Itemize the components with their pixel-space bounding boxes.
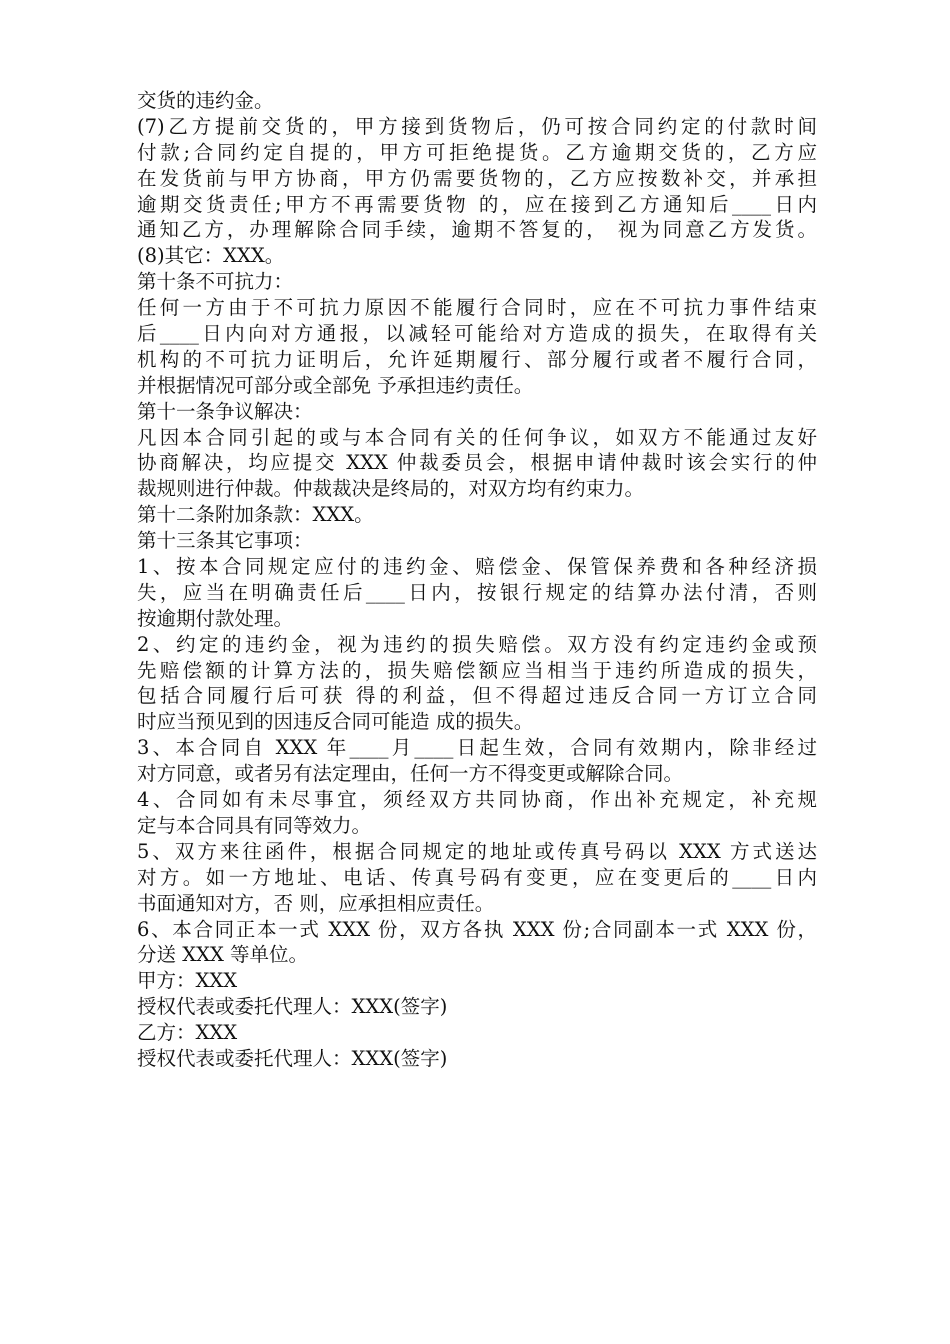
text-line: 定与本合同具有同等效力。	[137, 813, 372, 837]
text-line: 凡因本合同引起的或与本合同有关的任何争议，如双方不能通过友好	[137, 425, 817, 449]
text-line: 第十一条争议解决：	[137, 399, 313, 423]
text-line: 书面通知对方，否 则，应承担相应责任。	[137, 891, 495, 915]
text-line: 任何一方由于不可抗力原因不能履行合同时，应在不可抗力事件结束	[137, 296, 817, 320]
text-line: 第十二条附加条款：XXX。	[137, 503, 374, 527]
text-line: 对方同意，或者另有法定理由，任何一方不得变更或解除合同。	[137, 762, 684, 786]
text-line: 1、按本合同规定应付的违约金、赔偿金、保管保养费和各种经济损	[137, 555, 817, 579]
text-line: 在发货前与甲方协商，甲方仍需要货物的，乙方应按数补交，并承担	[137, 166, 817, 190]
text-line: 后____日内向对方通报，以减轻可能给对方造成的损失，在取得有关	[137, 322, 817, 346]
text-line: 并根据情况可部分或全部免 予承担违约责任。	[137, 373, 534, 397]
text-line: (7)乙方提前交货的，甲方接到货物后，仍可按合同约定的付款时间	[137, 114, 817, 138]
text-line: 甲方：XXX	[137, 969, 238, 993]
text-line: 失，应当在明确责任后____日内，按银行规定的结算办法付清，否则	[137, 580, 817, 604]
text-line: 机构的不可抗力证明后，允许延期履行、部分履行或者不履行合同，	[137, 347, 817, 371]
text-line: 通知乙方，办理解除合同手续，逾期不答复的， 视为同意乙方发货。	[137, 218, 817, 242]
text-line: 协商解决，均应提交 XXX 仲裁委员会，根据申请仲裁时该会实行的仲	[137, 451, 817, 475]
text-line: (8)其它：XXX。	[137, 244, 285, 268]
text-line: 分送 XXX 等单位。	[137, 943, 309, 967]
text-line: 裁规则进行仲裁。仲裁裁决是终局的，对双方均有约束力。	[137, 477, 645, 501]
text-line: 按逾期付款处理。	[137, 606, 294, 630]
text-line: 付款;合同约定自提的，甲方可拒绝提货。乙方逾期交货的，乙方应	[137, 140, 817, 164]
text-line: 5、双方来往函件，根据合同规定的地址或传真号码以 XXX 方式送达	[137, 839, 817, 863]
text-line: 时应当预见到的因违反合同可能造 成的损失。	[137, 710, 534, 734]
text-line: 交货的违约金。	[137, 89, 274, 112]
text-line: 乙方：XXX	[137, 1021, 238, 1045]
text-line: 4、合同如有未尽事宜，须经双方共同协商，作出补充规定，补充规	[137, 788, 817, 812]
text-line: 第十三条其它事项：	[137, 529, 313, 553]
text-line: 6、本合同正本一式 XXX 份，双方各执 XXX 份;合同副本一式 XXX 份，	[137, 917, 817, 941]
text-line: 授权代表或委托代理人：XXX(签字)	[137, 1046, 448, 1070]
document-body	[137, 88, 817, 1072]
text-line: 3、本合同自 XXX 年____月____日起生效，合同有效期内，除非经过	[137, 736, 817, 760]
text-line: 授权代表或委托代理人：XXX(签字)	[137, 995, 448, 1019]
text-line: 第十条不可抗力：	[137, 270, 294, 294]
text-line: 逾期交货责任;甲方不再需要货物 的，应在接到乙方通知后____日内	[137, 192, 817, 216]
text-line: 对方。如一方地址、电话、传真号码有变更，应在变更后的____日内	[137, 865, 817, 889]
text-line: 先赔偿额的计算方法的，损失赔偿额应当相当于违约所造成的损失，	[137, 658, 817, 682]
text-line: 包括合同履行后可获 得的利益，但不得超过违反合同一方订立合同	[137, 684, 817, 708]
text-line: 2、约定的违约金，视为违约的损失赔偿。双方没有约定违约金或预	[137, 632, 817, 656]
